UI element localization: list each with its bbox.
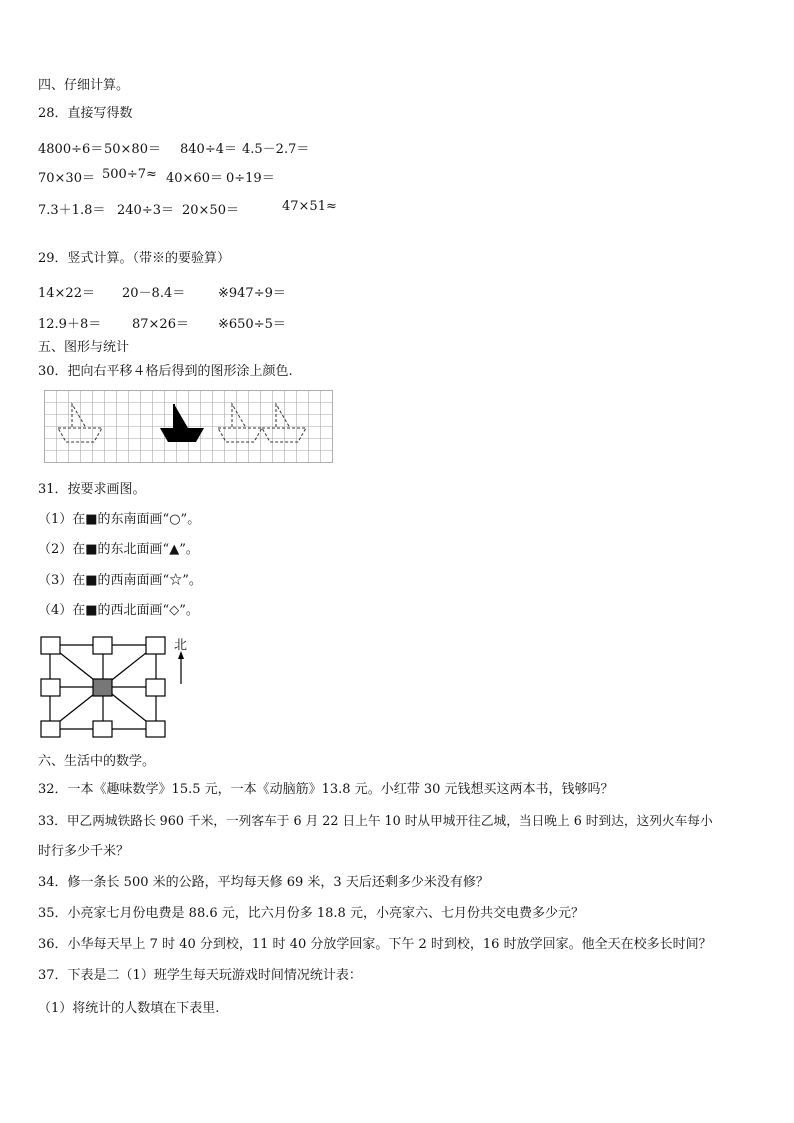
question-32-text: 32．一本《趣味数学》15.5 元，一本《动脑筋》13.8 元。小红带 30 元钱想买这两本书，钱够吗？ [38,782,614,797]
section-4-title: 四、仔细计算。 [38,78,130,93]
q28-item: 4.5－2.7＝ [242,142,310,157]
q29-item: 20－8.4＝ [122,286,186,301]
boat-solid [160,404,204,442]
section-6-title: 六、生活中的数学。 [38,754,156,769]
q29-item: ※947÷9＝ [218,286,286,301]
q29-item: 14×22＝ [38,286,95,301]
q28-item: 50×80＝ [104,142,161,157]
q28-item: 240÷3＝ [117,203,174,218]
q31-item-4: （4）在■的西北面画“◇”。 [38,603,199,618]
q28-item: 47×51≈ [282,199,337,214]
q28-item: 70×30＝ [38,171,95,186]
question-30-text: 30．把向右平移４格后得到的图形涂上颜色. [38,364,293,379]
boat-dashed-1 [58,404,102,442]
q29-item: 87×26＝ [132,317,189,332]
q28-item: 7.3＋1.8＝ [38,203,106,218]
question-34-text: 34．修一条长 500 米的公路，平均每天修 69 米，3 天后还剩多少米没有修？ [38,875,489,890]
q31-item-1: （1）在■的东南面画“○”。 [38,512,201,527]
q28-item: 840÷4＝ [180,142,237,157]
north-label: 北 [174,638,188,653]
center-square [93,679,112,696]
question-35-text: 35．小亮家七月份电费是 88.6 元，比六月份多 18.8 元，小亮家六、七月份共交电费多少元？ [38,906,584,921]
q28-item: 0÷19＝ [226,171,275,186]
question-33-text-line2: 时行多少千米？ [38,844,130,859]
question-29-title: 29．竖式计算。（带※的要验算） [38,251,231,266]
boat-dashed-3 [262,404,306,442]
q28-item: 40×60＝ [166,171,223,186]
q28-item: 4800÷6＝ [38,142,104,157]
question-37-sub: （1）将统计的人数填在下表里. [38,1001,220,1016]
grid-figure [44,390,336,466]
q31-item-2: （2）在■的东北面画“▲”。 [38,542,199,557]
question-37-text: 37．下表是二（1）班学生每天玩游戏时间情况统计表： [38,968,362,983]
section-5-title: 五、图形与统计 [38,340,130,355]
q28-item: 500÷7≈ [102,167,157,182]
question-36-text: 36．小华每天早上 7 时 40 分到校，11 时 40 分放学回家。下午 2 时到校，16 时放学回家。他全天在校多长时间？ [38,937,712,952]
question-31-title: 31．按要求画图。 [38,482,146,497]
q31-item-3: （3）在■的西南面画“☆”。 [38,573,202,588]
q28-item: 20×50＝ [182,203,239,218]
q29-item: ※650÷5＝ [218,317,286,332]
question-33-text-line1: 33．甲乙两城铁路长 960 千米，一列客车于 6 月 22 日上午 10 时从甲城开往乙城，当日晚上 6 时到达，这列火车每小 [38,813,713,828]
question-28-title: 28．直接写得数 [38,106,133,121]
q29-item: 12.9＋8＝ [38,317,102,332]
